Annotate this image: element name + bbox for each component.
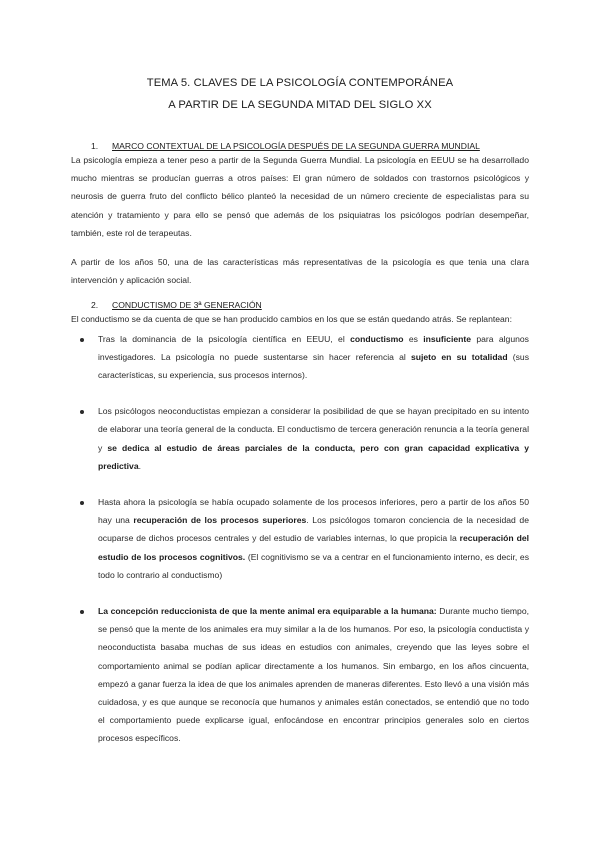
bullet-bold: recuperación de los procesos superiores <box>133 515 307 526</box>
bullet-dot-icon <box>80 501 84 505</box>
section-1-paragraph-2: A partir de los años 50, una de las características más representativas de la psicología es que tenia una clara intervención y aplicación social. <box>71 257 529 286</box>
bullet-text: es <box>403 333 424 344</box>
document-title <box>71 77 529 111</box>
bullet-text: Los psicólogos neoconductistas empiezan a considerar la posibilidad de que se hayan precipitado en su intento de elaborar una teoría general de la conducta. El conductismo de tercera generación renuncia a la teoría general y <box>98 406 529 453</box>
bullet-bold: recuperación del estudio de los procesos cognitivos. <box>98 533 529 562</box>
bullet-text: . <box>138 460 141 471</box>
title-line-2: A PARTIR DE LA SEGUNDA MITAD DEL SIGLO XX <box>168 99 432 111</box>
list-item <box>71 602 529 748</box>
section-2-intro: El conductismo se da cuenta de que se han producido cambios en los que se están quedando atrás. Se replantean: <box>71 314 512 325</box>
section-1-number: 1. <box>91 141 99 151</box>
title-line-1: TEMA 5. CLAVES DE LA PSICOLOGÍA CONTEMPORÁNEA <box>146 77 454 89</box>
bullet-text: (sus características, su experiencia, sus procesos internos). <box>98 351 529 381</box>
bullet-bold: se dedica al estudio de áreas parciales de la conducta, pero con gran capacidad explicativa y predictiva <box>98 442 529 471</box>
bullet-dot-icon <box>80 338 84 342</box>
section-1-title: MARCO CONTEXTUAL DE LA PSICOLOGÍA DESPUÉS DE LA SEGUNDA GUERRA MUNDIAL <box>112 141 480 151</box>
bullet-bold: insuficiente <box>423 333 472 344</box>
list-item <box>71 330 529 385</box>
section-2 <box>71 300 529 747</box>
bullet-text: Durante mucho tiempo, se pensó que la mente de los animales era muy similar a la de los humanos. Por eso, la psicología conductista y neoconductista basaba muchas de sus ideas en estudios con animales, creyendo que las leyes sobre el comportamiento animal se podían aplicar directamente a los humanos. Sin embargo, en los años cincuenta, empezó a ganar fuerza la idea de que los animales aprenden de maneras diferentes. Esto llevó a una visión más cuidadosa, y es que aunque se reconocía que humanos y animales están conectados, se entendió que no todo el comportamiento puede explicarse igual, enfocándose en encontrar principios generales solo en ciertos procesos específicos. <box>98 606 529 744</box>
bullet-text: para algunos investigadores. La psicología no puede sustentarse sin hacer referencia al <box>98 333 529 362</box>
section-2-title: CONDUCTISMO DE 3ª GENERACIÓN <box>112 300 262 311</box>
section-2-heading <box>71 300 529 310</box>
bullet-text: Tras la dominancia de la psicología científica en EEUU, el <box>98 333 351 344</box>
section-2-number: 2. <box>91 300 99 311</box>
bullet-list <box>71 330 529 748</box>
bullet-text: Hasta ahora la psicología se había ocupado solamente de los procesos inferiores, pero a partir de los años 50 hay una <box>98 497 529 526</box>
section-1-paragraph-1: La psicología empieza a tener peso a partir de la Segunda Guerra Mundial. La psicología en EEUU se ha desarrollado mucho mientras se producían guerras a otros países: El gran número de soldados con trastornos psicológicos y neurosis de guerra fruto del conflicto bélico planteó la necesidad de un número creciente de especialistas para su atención y tratamiento y para ello se pensó que además de los psiquiatras los psicólogos podrían desempeñar, también, este rol de terapeutas. <box>71 155 529 238</box>
section-1 <box>71 141 529 289</box>
list-item <box>71 493 529 584</box>
bullet-dot-icon <box>80 410 84 414</box>
bullet-bold: conductismo <box>350 333 404 344</box>
section-1-heading <box>71 141 529 151</box>
bullet-bold: La concepción reduccionista de que la mente animal era equiparable a la humana: <box>98 606 437 617</box>
bullet-dot-icon <box>80 610 84 614</box>
bullet-text: . Los psicólogos tomaron conciencia de la necesidad de ocuparse de dichos procesos centrales y del estudio de variables internas, lo que propicia la <box>98 515 529 544</box>
bullet-text: (El cognitivismo se va a centrar en el funcionamiento interno, es decir, es todo lo contrario al conductismo) <box>98 551 529 580</box>
bullet-bold: sujeto en su totalidad <box>410 351 508 362</box>
list-item <box>71 402 529 475</box>
